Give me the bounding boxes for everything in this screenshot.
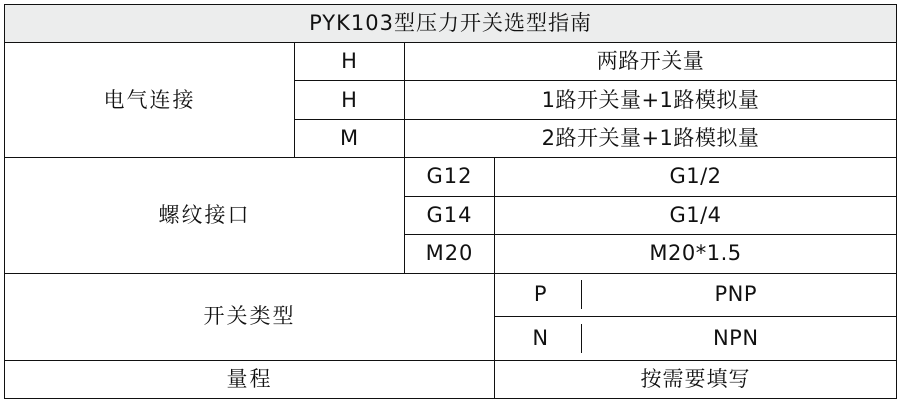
desc-cell: G1/2 [495, 158, 897, 196]
table-row [5, 158, 897, 196]
code-cell: G14 [405, 196, 495, 234]
desc-cell: M20*1.5 [495, 235, 897, 273]
code-cell: M20 [405, 235, 495, 273]
code-cell: M [295, 119, 405, 157]
page-title: PYK103型压力开关选型指南 [5, 5, 897, 43]
code-cell: H [295, 81, 405, 119]
code-cell: P [533, 282, 548, 307]
selection-guide-table [4, 4, 897, 399]
code-cell: N [532, 325, 550, 350]
desc-cell: 两路开关量 [405, 43, 897, 81]
code-cell: H [295, 43, 405, 81]
category-electrical-connection: 电气连接 [5, 43, 295, 158]
category-switch-type: 开关类型 [5, 273, 495, 360]
code-cell: G12 [405, 158, 495, 196]
table-title-row [5, 5, 897, 43]
switch-type-row-npn [495, 317, 897, 361]
category-measuring-range: 量程 [5, 360, 495, 398]
table-row [5, 43, 897, 81]
desc-cell: 按需要填写 [495, 360, 897, 398]
desc-cell: PNP [581, 280, 890, 309]
table-row [5, 273, 897, 317]
switch-type-row-pnp [495, 273, 897, 317]
desc-cell: NPN [581, 324, 890, 353]
category-thread-interface: 螺纹接口 [5, 158, 405, 273]
desc-cell: 2路开关量+1路模拟量 [405, 119, 897, 157]
table-row [5, 360, 897, 398]
desc-cell: 1路开关量+1路模拟量 [405, 81, 897, 119]
desc-cell: G1/4 [495, 196, 897, 234]
